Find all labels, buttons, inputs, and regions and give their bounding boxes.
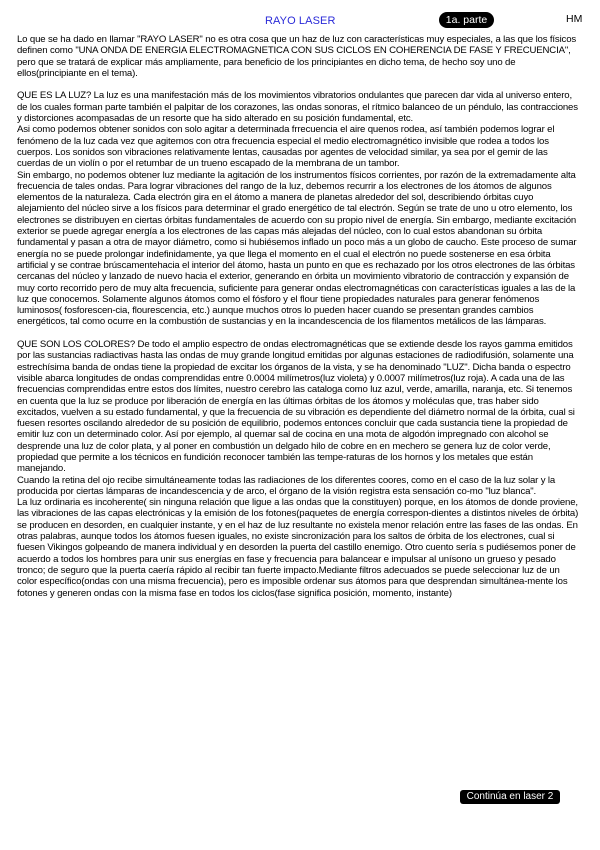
paragraph-que-es-la-luz: QUE ES LA LUZ? La luz es una manifestación más de los movimientos vibratorios ondulantes que parecen dar vida al universo entero, de los cuales forman parte también el palpitar de los corazones, las ondas sonoras, el rítmico balanceo de un péndulo, las contracciones y distorciones acompasadas de un resorte que ha sido alterado en su posición fundamental, etc.: [17, 90, 578, 125]
paragraph-que-son-los-colores: QUE SON LOS COLORES? De todo el amplio espectro de ondas electromagnéticas que se extiende desde los rayos gamma emitidos por las sustancias radiactivas hasta las ondas de muy grande longitud emitidas por algunas estaciones de radiodifusión, solamente una estrechísima banda de ondas tiene la propiedad de excitar los órganos de la vista, y se ha denominado "LUZ". Dicha banda o espectro visible abarca longitudes de ondas comprendidas entre 0.0004 milímetros(luz violeta) y 0.0007 milímetros(luz roja). A cada una de las frecuencias comprendidas entre estos dos límites, nuestro cerebro las cataloga como luz azul, verde, amarilla, naranja, etc. Si tenemos en cuenta que la luz se produce por liberación de energía en las últimas órbitas de los átomos y moléculas que, tras haber sido excitados, vuelven a su estado fundamental, y que la frecuencia de su vibración es dependiente del diámetro normal de la órbita, cual si fuesen resortes oscilando alrededor de su posición de equilibrio, podemos entonces concluir que cada sustancia tiene la propiedad de emitir luz con un determinado color. Así por ejemplo, al quemar sal de cocina en una mota de algodón impregnado con alcohol se desprende una luz de color plata, y al poner en combustión un delgado hilo de cobre en en mechero se genera luz de color verde, propiedad que permite a los técnicos en fundición reconocer también las tempe-raturas de los hornos y los metales que están manejando.: [17, 339, 575, 475]
paragraph-electrones: Sin embargo, no podemos obtener luz mediante la agitación de los instrumentos físicos corrientes, por razón de la extremadamente alta frecuencia de tales ondas. Para lograr vibraciones del rango de la luz, debemos recurrir a los electrones de los átomos de algunos elementos de la naturaleza. Cada electrón gira en el átomo a manera de planetas alrededor del sol, describiendo órbitas cuyo alejamiento del núcleo sirve a los físicos para determinar el grado energético de tal electrón. Según se trate de uno u otro elemento, los electrones se distribuyen en ciertas órbitas fundamentales de acuerdo con su propio nivel de energía. Sin embargo, mediante excitación exterior se puede agregar energía a los electrones de las capas más alejadas del núcleo, con lo cual estos abandonan su órbita fundamental y pasan a otra de mayor diámetro, como si hubiésemos inflado un poco más a un globo de caucho. Este proceso de sumar energía no se puede prolongar indefinidamente, ya que llega el momento en el cual el electrón no puede sostenerse en esa órbita artificial y se contrae brúscamentehacia el interior del átomo, hasta un punto en que es rechazado por los otros electrones de las órbitas cercanas del núcleo y lanzado de nuevo hacia el exterior, generando en órbita un movimiento vibratorio de contracción y expansión de muy corto recorrido pero de muy alta frecuencia, suficiente para generar ondas electromagnéticas con características iguales a las de la luz que conocemos. Solamente algunos átomos como el fósforo y el flour tiene propiedades naturales para generar fenómenos luminosos( fosforescen-cia, flourescencia, etc.) aunque muchos otros lo pueden hacer cuando se presentan grandes cambios energéticos, tal como ocurre en la combustión de sustancias y en la incandescencia de los filamentos metálicos de las lámparas.: [17, 169, 577, 328]
part-badge: 1a. parte: [439, 12, 494, 28]
document-title: RAYO LASER: [265, 15, 336, 27]
next-part-link[interactable]: Continúa en laser 2: [460, 790, 560, 804]
author-initials: HM: [566, 13, 583, 25]
paragraph-luz-blanca: Cuando la retina del ojo recibe simultáneamente todas las radiaciones de los diferentes coores, como en el caso de la luz solar y la producida por ciertas lámparas de incandescencia y de arco, el órgano de la visión registra esta sensación co-mo "luz blanca".: [17, 474, 556, 497]
paragraph-luz-incoherente: La luz ordinaria es incoherente( sin ninguna relación que ligue a las ondas que la constituyen) porque, en los átomos de donde proviene, las vibraciones de las capas electrónicas y la emisión de los fotones(paquetes de energía correspon-dientes a distintos niveles de órbita) se producen en desorden, en cualquier instante, y en el haz de luz resultante no existela menor relación entre las fases de las ondas. En otras palabras, aunque todos los átomos fuesen iguales, no existe sincronización para los saltos de órbita de los electrones, cual si fuesen Vikingos golpeando de manera individual y en desorden la puerta del castillo enemigo. Otro cuento sería s pudiésemos poner de acuerdo a todos los hombres para unir sus energías en fase y frecuencia para balancear e impulsar al unísono un grueso y pesado tronco; de seguro que la puerta caería rápido al recibir tan fuerte impacto.Mediante filtros adecuados se puede seleccionar luz de un color específico(ondas con una misma frecuencia), pero es imposible ordenar sus átomos para que desprendan simultánea-mente los fotones y generen ondas con la misma fase en todos los ciclos(fase significa posición, momento, instante): [17, 497, 579, 599]
paragraph-sonidos: Asi como podemos obtener sonidos con solo agitar a determinada frrecuencia el aire quenos rodea, así también podemos lograr el fenómeno de la luz cada vez que agitemos con otra frecuencia especial el medio electromagnético invisible que rodea a todos los cuerpos. Los sonidos son vibraciones relativamente lentas, causadas por agentes de velocidad similar, ya sea por el gemir de las cuerdas de un violín o por el retumbar de un trueno escapado de la membrana de un tambor.: [17, 124, 555, 170]
paragraph-intro: Lo que se ha dado en llamar "RAYO LASER" no es otra cosa que un haz de luz con características muy especiales, a las que los físicos definen como "UNA ONDA DE ENERGIA ELECTROMAGNETICA CON SUS CICLOS EN COHERENCIA DE FASE Y FRECUENCIA", pero que se tratará de explicar más ampliamente, para beneficio de los principiantes en dicho tema, de hecho soy uno de ellos(principiante en el tema).: [17, 34, 577, 79]
article-body: [17, 34, 580, 599]
